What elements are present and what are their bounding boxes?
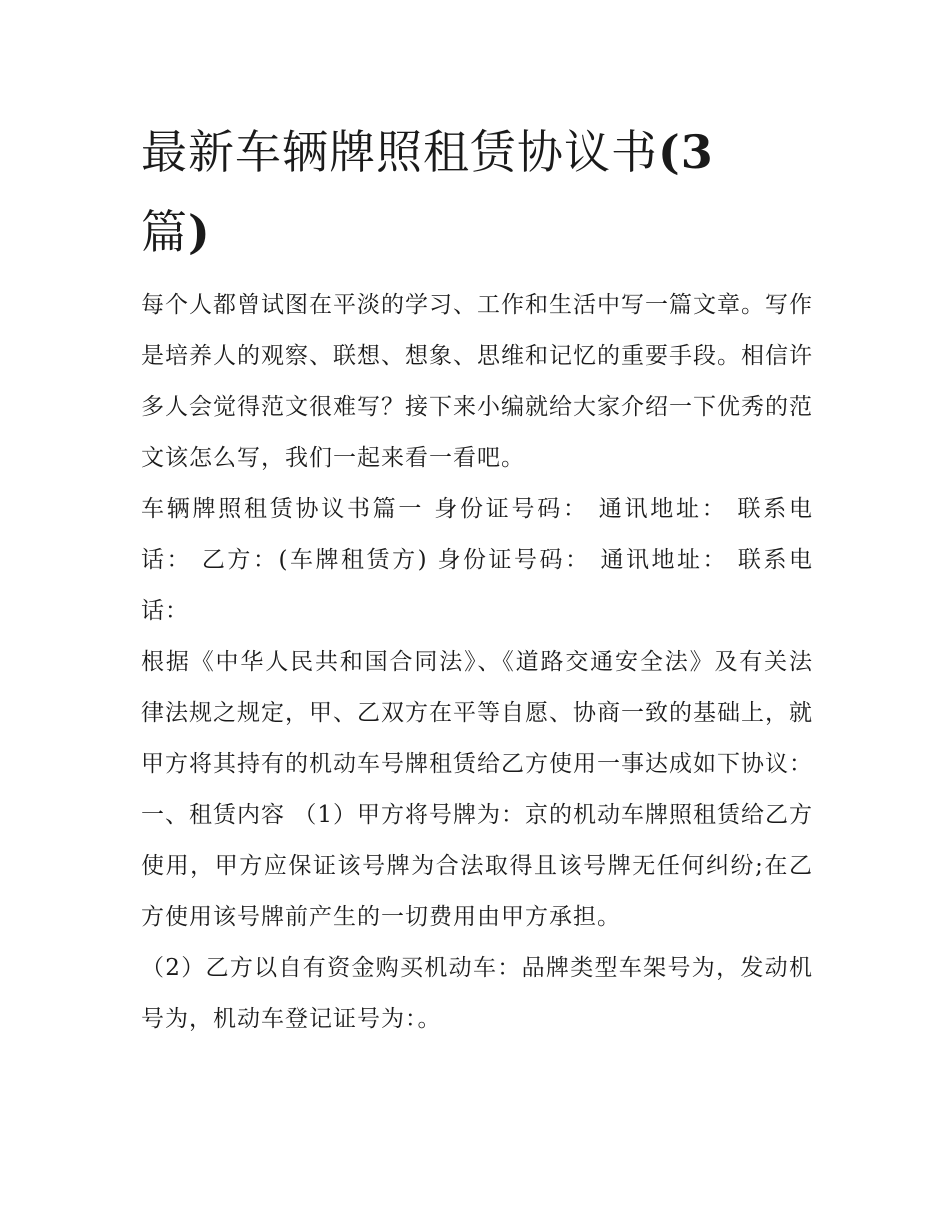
parties-paragraph: 车辆牌照租赁协议书篇一 身份证号码： 通讯地址： 联系电话： 乙方：(车牌租赁方) 身份证号码： 通讯地址： 联系电话： (141, 496, 813, 624)
intro-paragraph: 每个人都曾试图在平淡的学习、工作和生活中写一篇文章。写作是培养人的观察、联想、想象、思维和记忆的重要手段。相信许多人会觉得范文很难写？接下来小编就给大家介绍一下优秀的范文该怎么写，我们一起来看一看吧。 (141, 292, 813, 471)
title-suffix: (3 (658, 125, 714, 179)
title-main: 最新车辆牌照租赁协议书 (141, 125, 658, 179)
title-line2-paren: ) (188, 205, 211, 259)
vehicle-purchase-paragraph: （2）乙方以自有资金购买机动车：品牌类型车架号为，发动机号为，机动车登记证号为：。 (141, 955, 813, 1032)
document-title (141, 112, 813, 272)
legal-basis-paragraph: 根据《中华人民共和国合同法》、《道路交通安全法》及有关法律法规之规定，甲、乙双方在平等自愿、协商一致的基础上，就甲方将其持有的机动车号牌租赁给乙方使用一事达成如下协议： (141, 649, 813, 777)
lease-content-paragraph: 一、租赁内容 （1）甲方将号牌为：京的机动车牌照租赁给乙方使用，甲方应保证该号牌为合法取得且该号牌无任何纠纷;在乙方使用该号牌前产生的一切费用由甲方承担。 (141, 802, 813, 930)
document-page (141, 112, 813, 1045)
title-line2-text: 篇 (141, 205, 188, 259)
